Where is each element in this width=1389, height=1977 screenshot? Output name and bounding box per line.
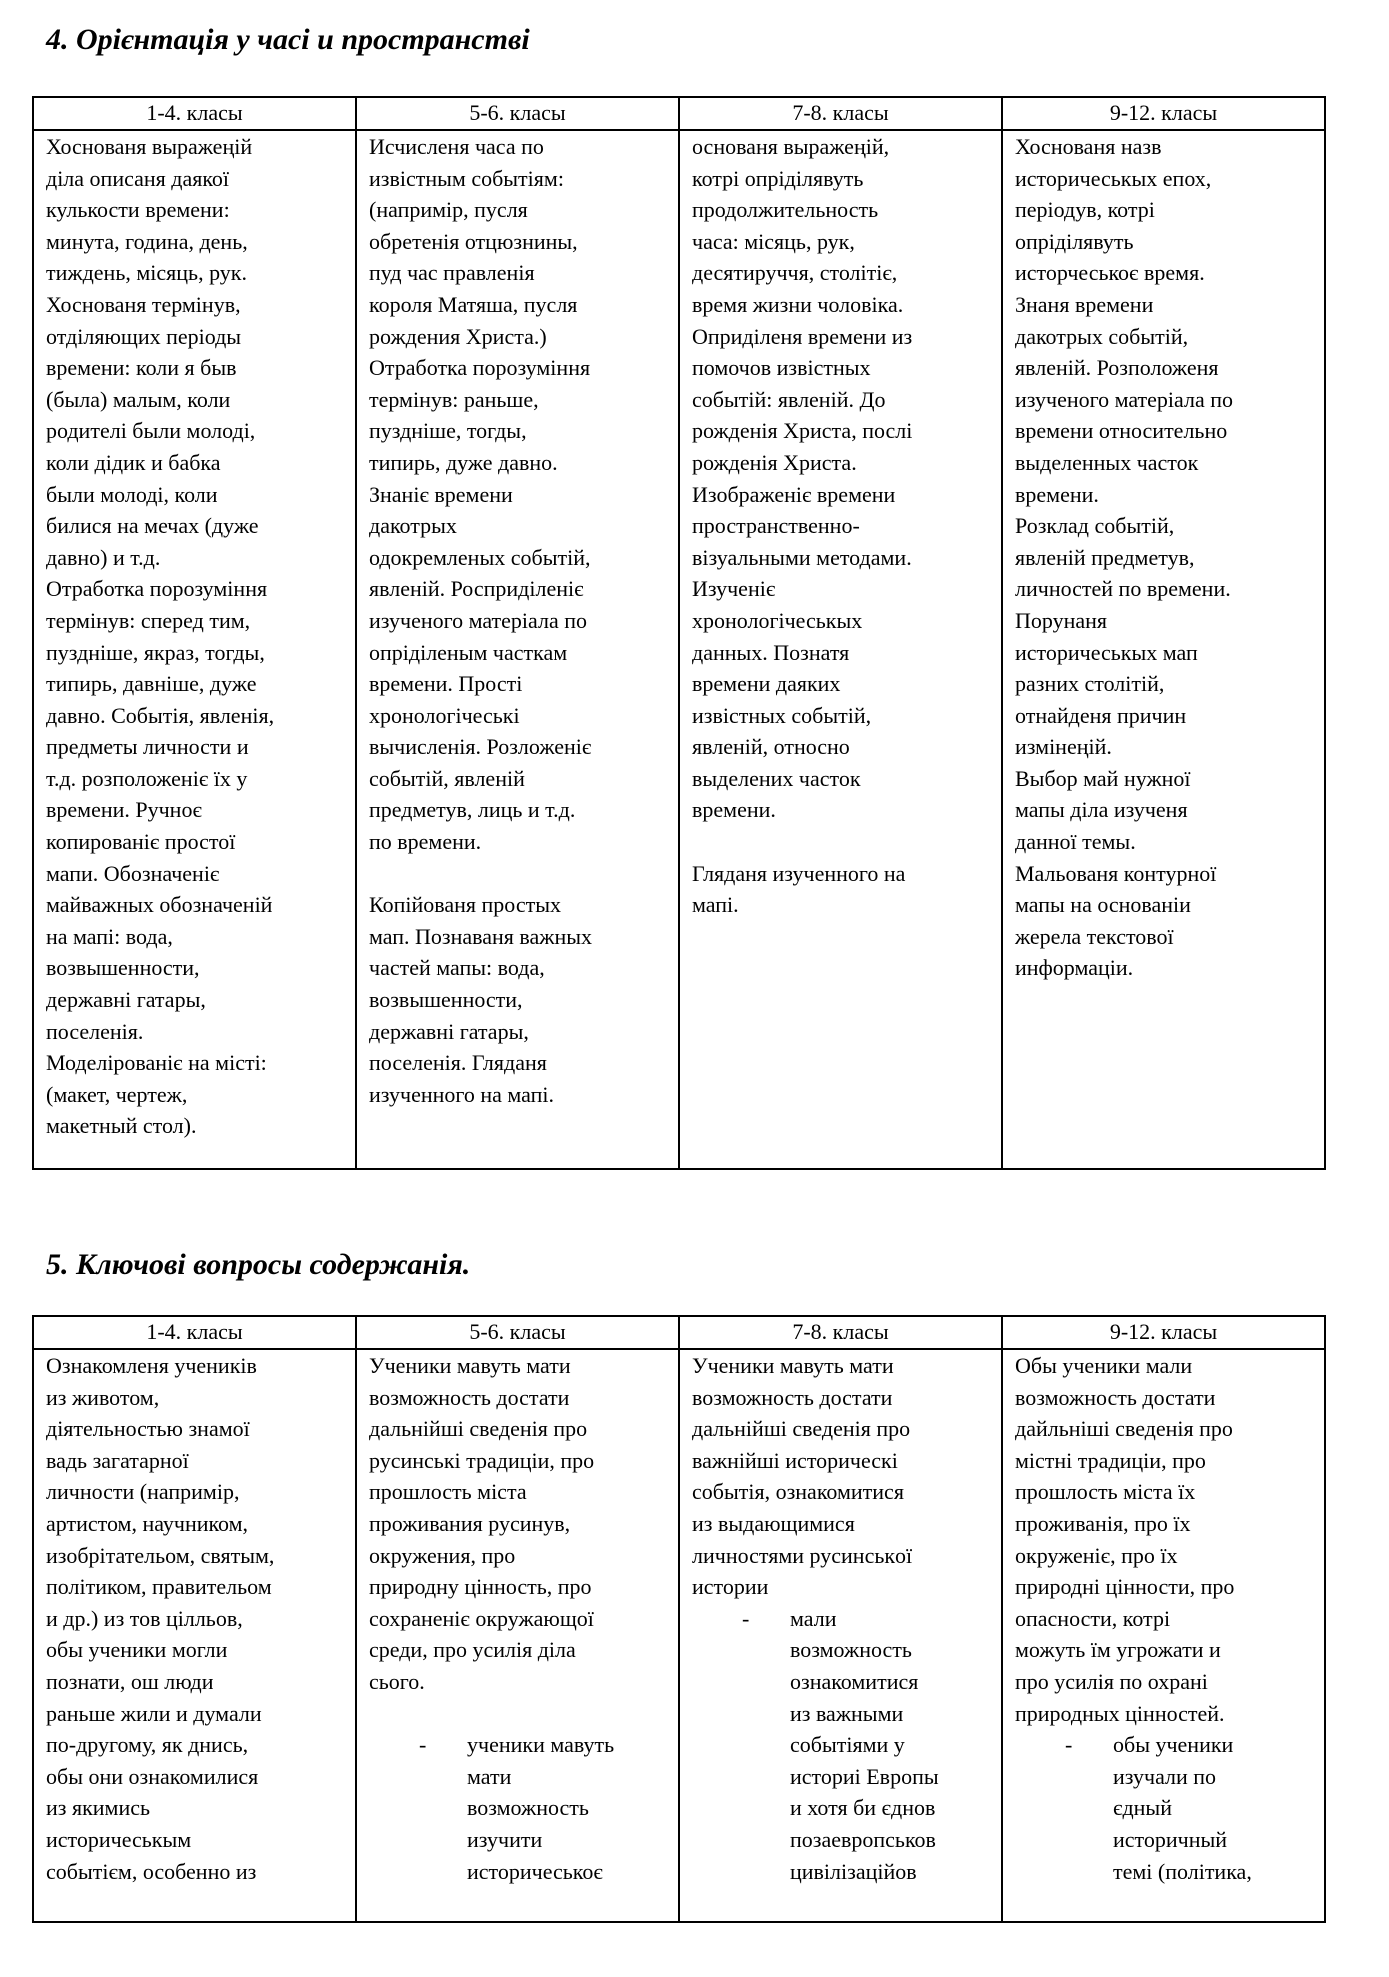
text-line: артистом, научником, bbox=[46, 1510, 249, 1536]
text-line: дакотрых bbox=[369, 513, 457, 539]
text-line: Хоснованя выражеңій bbox=[46, 134, 253, 159]
text-line: діла описаня даякої bbox=[46, 165, 230, 191]
spacer bbox=[369, 1698, 666, 1730]
list-item-text: ученики мавуть bbox=[467, 1732, 615, 1758]
text-line: данных. Познатя bbox=[692, 639, 850, 665]
text-line: основаня выражеңій, bbox=[692, 134, 890, 159]
text-line: візуальными методами. bbox=[692, 544, 912, 570]
list-item-line bbox=[1015, 1792, 1312, 1824]
text-line: мапы на основаніи bbox=[1015, 892, 1191, 918]
header-grades-1-4: 1-4. класы bbox=[33, 97, 356, 130]
text-line: явленій, относно bbox=[692, 734, 850, 760]
text-line: из выдающимися bbox=[692, 1510, 855, 1536]
text-line: обретенія отцюзнины, bbox=[369, 228, 578, 254]
list-item-line bbox=[369, 1729, 666, 1761]
text-line: раньше жили и думали bbox=[46, 1700, 262, 1726]
text-line: Мальованя контурної bbox=[1015, 860, 1217, 886]
list-item-line bbox=[692, 1792, 989, 1824]
text-line: измінеңій. bbox=[1015, 734, 1112, 760]
text-line: часа: місяць, рук, bbox=[692, 228, 855, 254]
cell-grades-5-6 bbox=[356, 130, 679, 1169]
text-line: діятельностью знамої bbox=[46, 1416, 250, 1442]
text-line: предметув, лиць и т.д. bbox=[369, 797, 576, 823]
list-item-line bbox=[692, 1634, 989, 1666]
text-line: важнійші историческі bbox=[692, 1447, 898, 1473]
text-line: выделенных часток bbox=[1015, 449, 1199, 475]
text-line: истории bbox=[692, 1574, 769, 1600]
text-line: Порунаня bbox=[1015, 607, 1108, 633]
text-line: хронологічеськi bbox=[369, 702, 520, 728]
text-line: Ознакомленя учеників bbox=[46, 1353, 257, 1378]
text-line: поселенія. Гляданя bbox=[369, 1050, 547, 1076]
text-line: періодув, котрі bbox=[1015, 197, 1155, 223]
text-line: явленій. Росприділеніє bbox=[369, 576, 584, 602]
list-item-line bbox=[1015, 1761, 1312, 1793]
list-item-line bbox=[369, 1761, 666, 1793]
text-line: из якимись bbox=[46, 1795, 151, 1821]
list-item-text: ознакомитися bbox=[790, 1668, 919, 1694]
text-line: возможность достати bbox=[1015, 1384, 1216, 1410]
text-line: на мапі: вода, bbox=[46, 923, 173, 949]
text-line: Оприділеня времени из bbox=[692, 323, 913, 349]
text-line: хронологічеськых bbox=[692, 607, 863, 633]
text-line: природну цінность, про bbox=[369, 1574, 592, 1600]
text-line: событій: явленій. До bbox=[692, 386, 886, 412]
list-item-text: историчный bbox=[1113, 1826, 1228, 1852]
list-item-text: єдный bbox=[1113, 1795, 1172, 1821]
text-line: выделених часток bbox=[692, 765, 861, 791]
header-grades-5-6: 5-6. класы bbox=[356, 97, 679, 130]
cell-text bbox=[1015, 1350, 1312, 1729]
text-line: времени относительно bbox=[1015, 418, 1228, 444]
text-line: дальнійші сведенія про bbox=[692, 1416, 911, 1442]
text-line: рожденія Христа, послі bbox=[692, 418, 913, 444]
text-line: время жизни чоловіка. bbox=[692, 291, 904, 317]
text-line: т.д. розположеніє їх у bbox=[46, 765, 248, 791]
text-line: Копійованя простых bbox=[369, 892, 561, 918]
text-line: окруженіє, про їх bbox=[1015, 1542, 1178, 1568]
text-line: времени. bbox=[692, 797, 776, 823]
text-line: событієм, особенно из bbox=[46, 1858, 257, 1884]
text-line: мап. Познаваня важных bbox=[369, 923, 593, 949]
dash-bullet: - bbox=[1065, 1732, 1073, 1758]
text-line: Выбор май нужної bbox=[1015, 765, 1191, 791]
text-line: возвышенности, bbox=[46, 955, 200, 981]
text-line: вычисленія. Розложеніє bbox=[369, 734, 592, 760]
text-line: котрі опріділявуть bbox=[692, 165, 864, 191]
text-line: опасности, котрі bbox=[1015, 1605, 1171, 1631]
text-line: личности (напримір, bbox=[46, 1479, 240, 1505]
list-item-line bbox=[692, 1856, 989, 1888]
cell-grades-9-12 bbox=[1002, 130, 1325, 1169]
text-line: рожденія Христа. bbox=[692, 449, 857, 475]
text-line: державні гатары, bbox=[369, 1018, 529, 1044]
text-line: про усилія по охрані bbox=[1015, 1668, 1208, 1694]
text-line: проживания русинув, bbox=[369, 1510, 571, 1536]
text-line: коли дідик и бабка bbox=[46, 449, 221, 475]
text-line: Исчисленя часа по bbox=[369, 134, 544, 159]
text-line: были молоді, коли bbox=[46, 481, 218, 507]
text-line: окружения, про bbox=[369, 1542, 516, 1568]
list-item-text: позаевропськов bbox=[790, 1826, 936, 1852]
text-line: політиком, правительом bbox=[46, 1574, 272, 1600]
text-line: можуть їм угрожати и bbox=[1015, 1637, 1221, 1663]
text-line: дакотрых событій, bbox=[1015, 323, 1189, 349]
list-item-line bbox=[1015, 1856, 1312, 1888]
text-line: типирь, давніше, дуже bbox=[46, 671, 257, 697]
text-line: проживанія, про їх bbox=[1015, 1510, 1191, 1536]
table-row bbox=[33, 130, 1325, 1169]
text-line: макетный стол). bbox=[46, 1113, 197, 1139]
key-questions-table bbox=[32, 1315, 1326, 1923]
list-item-text: историчеськоє bbox=[467, 1858, 603, 1884]
text-line: (макет, чертеж, bbox=[46, 1081, 188, 1107]
list-item-line bbox=[1015, 1824, 1312, 1856]
text-line: обы ученики могли bbox=[46, 1637, 228, 1663]
text-line: мапи. Обозначеніє bbox=[46, 860, 220, 886]
text-line: Отработка порозуміння bbox=[46, 576, 268, 602]
text-line: Знаня времени bbox=[1015, 291, 1154, 317]
text-line: из животом, bbox=[46, 1384, 160, 1410]
text-line: возвышенности, bbox=[369, 987, 523, 1013]
list-item-text: цивілізаційов bbox=[790, 1858, 917, 1884]
table-header-row bbox=[33, 97, 1325, 130]
header-grades-9-12: 9-12. класы bbox=[1002, 97, 1325, 130]
text-line: изученного на мапі. bbox=[369, 1081, 555, 1107]
text-line: Ученики мавуть мати bbox=[692, 1353, 894, 1378]
list-item-text: изучити bbox=[467, 1826, 543, 1852]
text-line: отділяющих періоды bbox=[46, 323, 242, 349]
header-grades-9-12: 9-12. класы bbox=[1002, 1316, 1325, 1349]
list-item-line bbox=[692, 1603, 989, 1635]
text-line: типирь, дуже давно. bbox=[369, 449, 558, 475]
text-line: жерела текстової bbox=[1015, 923, 1174, 949]
text-line: Изученіє bbox=[692, 576, 776, 602]
text-line: времени даяких bbox=[692, 671, 841, 697]
text-line: майважных обозначеній bbox=[46, 892, 273, 918]
list-item-line bbox=[692, 1666, 989, 1698]
text-line: копированіє простої bbox=[46, 829, 236, 855]
dash-list bbox=[692, 1603, 989, 1887]
text-line: Ученики мавуть мати bbox=[369, 1353, 571, 1378]
text-line: историчеськых мап bbox=[1015, 639, 1198, 665]
list-item-text: темі (політика, bbox=[1113, 1858, 1252, 1884]
text-line: прошлость міста їх bbox=[1015, 1479, 1196, 1505]
text-line: времени. Ручноє bbox=[46, 797, 202, 823]
text-line: мапы діла изученя bbox=[1015, 797, 1188, 823]
list-item-text: мати bbox=[467, 1763, 512, 1789]
text-line: предметы личности и bbox=[46, 734, 249, 760]
text-line: билися на мечах (дуже bbox=[46, 513, 259, 539]
text-line: разних столітій, bbox=[1015, 671, 1165, 697]
cell-grades-1-4 bbox=[33, 1349, 356, 1922]
spacer bbox=[692, 826, 989, 858]
list-item-text: историі Европы bbox=[790, 1763, 939, 1789]
list-item-line bbox=[692, 1729, 989, 1761]
text-line: изученого матеріала по bbox=[369, 607, 588, 633]
text-line: опріділеным часткам bbox=[369, 639, 568, 665]
list-item-text: мали bbox=[790, 1605, 837, 1631]
text-line: продолжительность bbox=[692, 197, 879, 223]
list-item-line bbox=[692, 1824, 989, 1856]
dash-bullet: - bbox=[742, 1605, 750, 1631]
text-line: и др.) из тов цілльов, bbox=[46, 1605, 243, 1631]
text-line: возможность достати bbox=[692, 1384, 893, 1410]
text-line: пуздніше, тогды, bbox=[369, 418, 527, 444]
text-line: историчеськых епох, bbox=[1015, 165, 1212, 191]
cell-grades-1-4 bbox=[33, 130, 356, 1169]
header-grades-1-4: 1-4. класы bbox=[33, 1316, 356, 1349]
text-line: природні цінности, про bbox=[1015, 1574, 1235, 1600]
list-item-text: возможность bbox=[790, 1637, 912, 1663]
cell-text bbox=[369, 1350, 666, 1698]
cell-grades-7-8 bbox=[679, 130, 1002, 1169]
text-line: вадь загатарної bbox=[46, 1447, 189, 1473]
text-line: изобрітательом, святым, bbox=[46, 1542, 275, 1568]
text-line: исторчеськоє время. bbox=[1015, 260, 1205, 286]
text-line: пуд час правленія bbox=[369, 260, 535, 286]
text-line: изученого матеріала по bbox=[1015, 386, 1234, 412]
table-header-row bbox=[33, 1316, 1325, 1349]
text-line: по-другому, як днись, bbox=[46, 1732, 249, 1758]
text-line: термінув: сперед тим, bbox=[46, 607, 251, 633]
text-line: (была) малым, коли bbox=[46, 386, 231, 412]
table-row bbox=[33, 1349, 1325, 1922]
text-line: рождения Христа.) bbox=[369, 323, 547, 349]
text-line: державні гатары, bbox=[46, 987, 206, 1013]
text-line: дальнійші сведенія про bbox=[369, 1416, 588, 1442]
list-item-line bbox=[1015, 1729, 1312, 1761]
text-line: пространственно- bbox=[692, 513, 860, 539]
text-line: времени: коли я быв bbox=[46, 355, 237, 381]
list-item-line bbox=[369, 1856, 666, 1888]
text-line: Обы ученики мали bbox=[1015, 1353, 1193, 1378]
list-item-line bbox=[369, 1824, 666, 1856]
list-item-text: из важными bbox=[790, 1700, 904, 1726]
text-line: тиждень, місяць, рук. bbox=[46, 260, 247, 286]
text-line: познати, ош люди bbox=[46, 1668, 214, 1694]
text-line: извістным событіям: bbox=[369, 165, 564, 191]
text-line: обы они ознакомилися bbox=[46, 1763, 259, 1789]
text-line: містні традиціи, про bbox=[1015, 1447, 1206, 1473]
list-item-line bbox=[692, 1761, 989, 1793]
text-line: явленій предметув, bbox=[1015, 544, 1195, 570]
header-grades-5-6: 5-6. класы bbox=[356, 1316, 679, 1349]
cell-grades-7-8 bbox=[679, 1349, 1002, 1922]
text-line: минута, година, день, bbox=[46, 228, 248, 254]
text-line: Гляданя изученного на bbox=[692, 860, 906, 886]
text-line: короля Матяша, пусля bbox=[369, 291, 578, 317]
list-item-text: обы ученики bbox=[1113, 1732, 1234, 1758]
spacer bbox=[369, 858, 666, 890]
text-line: данної темы. bbox=[1015, 829, 1136, 855]
header-grades-7-8: 7-8. класы bbox=[679, 1316, 1002, 1349]
text-line: Отработка порозуміння bbox=[369, 355, 591, 381]
text-line: Изображеніє времени bbox=[692, 481, 896, 507]
text-line: десятируччя, столітіє, bbox=[692, 260, 898, 286]
text-line: давно) и т.д. bbox=[46, 544, 161, 570]
list-item-text: изучали по bbox=[1113, 1763, 1217, 1789]
list-item-text: возможность bbox=[467, 1795, 589, 1821]
list-item-text: и хотя би єднов bbox=[790, 1795, 936, 1821]
text-line: Хоснованя термінув, bbox=[46, 291, 241, 317]
text-line: природных цінностей. bbox=[1015, 1700, 1225, 1726]
text-line: частей мапы: вода, bbox=[369, 955, 545, 981]
text-line: дайльніші сведенія про bbox=[1015, 1416, 1233, 1442]
cell-grades-9-12 bbox=[1002, 1349, 1325, 1922]
list-item-line bbox=[369, 1792, 666, 1824]
text-line: (напримір, пусля bbox=[369, 197, 528, 223]
text-line: личностей по времени. bbox=[1015, 576, 1231, 602]
dash-list bbox=[1015, 1729, 1312, 1887]
text-line: Розклад событій, bbox=[1015, 513, 1175, 539]
orientation-table bbox=[32, 96, 1326, 1170]
text-line: извістных событій, bbox=[692, 702, 872, 728]
text-line: событій, явленій bbox=[369, 765, 525, 791]
text-line: пуздніше, якраз, тогды, bbox=[46, 639, 265, 665]
dash-list bbox=[369, 1729, 666, 1887]
dash-bullet: - bbox=[419, 1732, 427, 1758]
header-grades-7-8: 7-8. класы bbox=[679, 97, 1002, 130]
list-item-text: событіями у bbox=[790, 1732, 905, 1758]
text-line: информаціи. bbox=[1015, 955, 1134, 981]
text-line: по времени. bbox=[369, 829, 482, 855]
text-line: сохраненіє окружающої bbox=[369, 1605, 594, 1631]
text-line: кулькости времени: bbox=[46, 197, 230, 223]
text-line: событія, ознакомитися bbox=[692, 1479, 904, 1505]
text-line: времени. Прості bbox=[369, 671, 523, 697]
text-line: помочов извістных bbox=[692, 355, 871, 381]
list-item-line bbox=[692, 1698, 989, 1730]
text-line: явленій. Розположеня bbox=[1015, 355, 1219, 381]
text-line: родителі были молоді, bbox=[46, 418, 256, 444]
text-line: среди, про усилія діла bbox=[369, 1637, 576, 1663]
text-line: прошлость міста bbox=[369, 1479, 527, 1505]
cell-grades-5-6 bbox=[356, 1349, 679, 1922]
text-line: личностями русинськoї bbox=[692, 1542, 913, 1568]
text-line: историчеськым bbox=[46, 1826, 192, 1852]
text-line: одокремленых событій, bbox=[369, 544, 591, 570]
text-line: русинські традиціи, про bbox=[369, 1447, 595, 1473]
text-line: Моделірованіє на місті: bbox=[46, 1050, 267, 1076]
text-line: давно. Событія, явленія, bbox=[46, 702, 275, 728]
text-line: поселенія. bbox=[46, 1018, 144, 1044]
text-line: сього. bbox=[369, 1668, 425, 1694]
text-line: Хоснованя назв bbox=[1015, 134, 1162, 159]
section-5-title: 5. Ключові вопросы содержанія. bbox=[46, 1248, 471, 1281]
section-4-title: 4. Орієнтація у часі и пространстві bbox=[46, 23, 530, 56]
text-line: отнайденя причин bbox=[1015, 702, 1187, 728]
text-line: термінув: раньше, bbox=[369, 386, 539, 412]
cell-text bbox=[692, 1350, 989, 1603]
text-line: мапі. bbox=[692, 892, 739, 918]
text-line: опріділявуть bbox=[1015, 228, 1134, 254]
text-line: Знаніє времени bbox=[369, 481, 513, 507]
text-line: возможность достати bbox=[369, 1384, 570, 1410]
text-line: времени. bbox=[1015, 481, 1099, 507]
